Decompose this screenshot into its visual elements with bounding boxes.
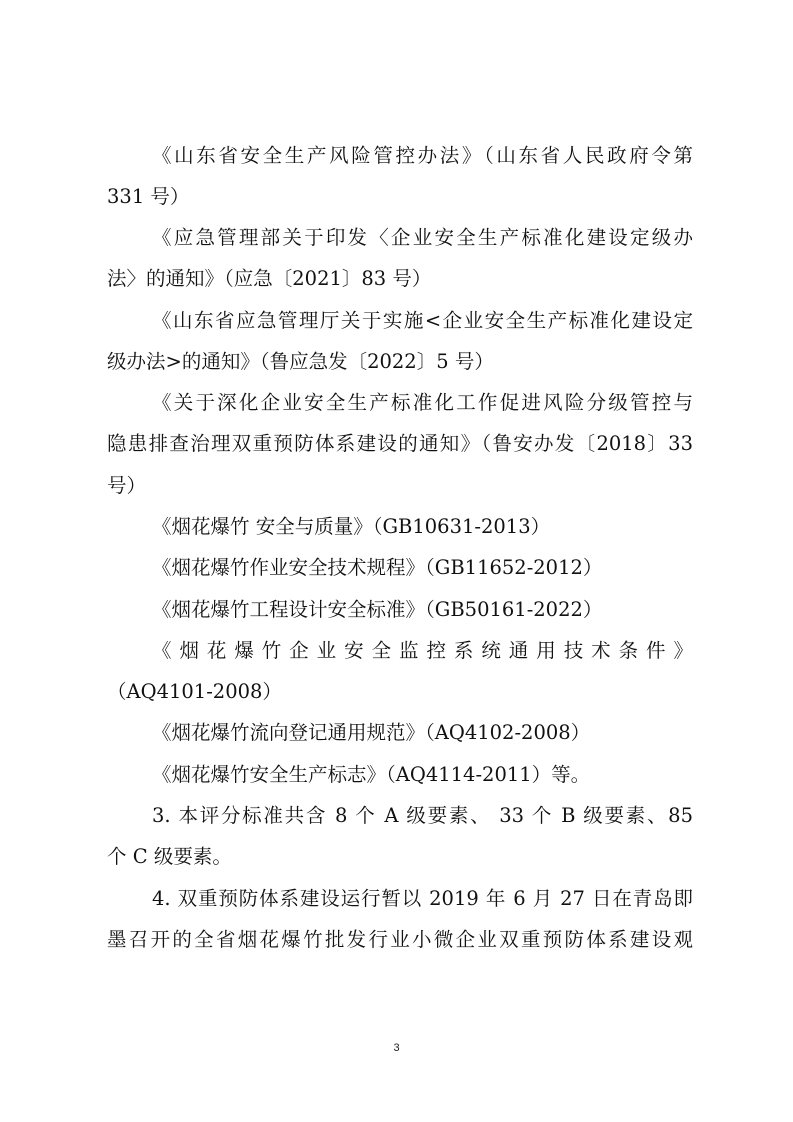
text-line: 《烟花爆竹工程设计安全标准》（GB50161-2022）	[152, 598, 603, 621]
text-line: 法〉的通知》（应急〔2021〕83 号）	[107, 267, 432, 290]
text-line: 《烟花爆竹流向登记通用规范》（AQ4102-2008）	[152, 721, 591, 744]
text-line: 《烟花爆竹 安全与质量》（GB10631-2013）	[152, 515, 551, 538]
text-line: 隐患排查治理双重预防体系建设的通知》（鲁安办发〔2018〕33	[107, 432, 693, 455]
page-number: 3	[393, 1042, 400, 1054]
text-line: 《烟花爆竹企业安全监控系统通用技术条件》	[152, 639, 693, 662]
text-line: 《烟花爆竹作业安全技术规程》（GB11652-2012）	[152, 556, 603, 579]
text-line: 331 号）	[107, 185, 190, 208]
text-line: 个 C 级要素。	[107, 845, 232, 868]
text-line: 《山东省安全生产风险管控办法》（山东省人民政府令第	[152, 144, 693, 167]
text-line: （AQ4101-2008）	[107, 680, 282, 703]
text-line: 《山东省应急管理厅关于实施<企业安全生产标准化建设定	[152, 309, 693, 332]
text-line: 《应急管理部关于印发〈企业安全生产标准化建设定级办	[152, 226, 693, 249]
text-line: 墨召开的全省烟花爆竹批发行业小微企业双重预防体系建设观	[107, 928, 693, 951]
text-line: 《关于深化企业安全生产标准化工作促进风险分级管控与	[152, 391, 693, 414]
text-line: 级办法>的通知》（鲁应急发〔2022〕5 号）	[107, 350, 494, 373]
text-line: 3. 本评分标准共含 8 个 A 级要素、 33 个 B 级要素、85	[152, 804, 693, 827]
text-line: 《烟花爆竹安全生产标志》（AQ4114-2011）等。	[152, 763, 591, 786]
text-line: 号）	[107, 474, 147, 497]
text-line: 4. 双重预防体系建设运行暂以 2019 年 6 月 27 日在青岛即	[152, 887, 693, 910]
